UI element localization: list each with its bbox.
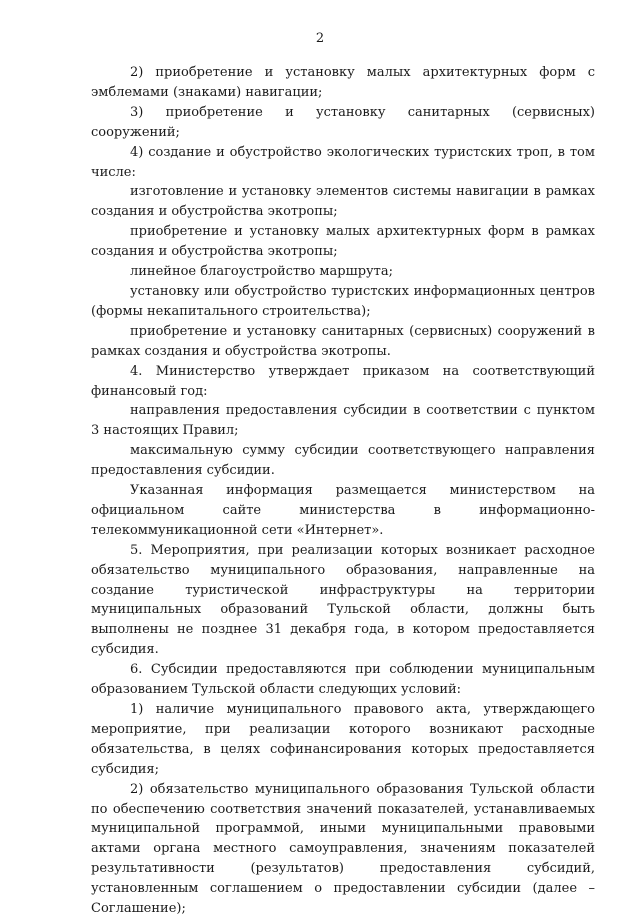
paragraph: приобретение и установку санитарных (сервисных) сооружений в рамках создания и обустройства экотропы. bbox=[91, 323, 595, 359]
paragraph: линейное благоустройство маршрута; bbox=[130, 264, 393, 280]
paragraph: Указанная информация размещается министерством на официальном сайте министерства в информационно-телекоммуникационной сети «Интернет». bbox=[91, 483, 595, 538]
paragraph: 4) создание и обустройство экологических туристских троп, в том числе: bbox=[91, 144, 595, 180]
paragraph: 2) обязательство муниципального образования Тульской области по обеспечению соответствия значений показателей, устанавливаемых муниципальной программой, иными муниципальными правовыми актами органа местного самоуправления, значениям показателей результативности (результатов) предоставления субсидий, установленным соглашением о предоставлении субсидии (далее – Соглашение); bbox=[91, 781, 595, 917]
paragraph: 6. Субсидии предоставляются при соблюдении муниципальным образованием Тульской области следующих условий: bbox=[91, 662, 595, 698]
paragraph: приобретение и установку малых архитектурных форм в рамках создания и обустройства экотропы; bbox=[91, 224, 595, 260]
paragraph: 5. Мероприятия, при реализации которых возникает расходное обязательство муниципального образования, направленные на создание туристической инфраструктуры на территории муниципальных образований Тульской области, должны быть выполнены не позднее 31 декабря года, в котором предоставляется субсидия. bbox=[91, 542, 595, 658]
paragraph: максимальную сумму субсидии соответствующего направления предоставления субсидии. bbox=[91, 443, 595, 479]
paragraph: установку или обустройство туристских информационных центров (формы некапитального строительства); bbox=[91, 283, 595, 319]
paragraph: изготовление и установку элементов системы навигации в рамках создания и обустройства экотропы; bbox=[91, 184, 595, 220]
paragraph: 4. Министерство утверждает приказом на соответствующий финансовый год: bbox=[91, 363, 595, 399]
paragraph: 1) наличие муниципального правового акта, утверждающего мероприятие, при реализации которого возникают расходные обязательства, в целях софинансирования которых предоставляется субсидия; bbox=[91, 702, 595, 777]
document-body bbox=[91, 63, 595, 919]
paragraph: 2) приобретение и установку малых архитектурных форм с эмблемами (знаками) навигации; bbox=[91, 65, 595, 100]
paragraph: 3) приобретение и установку санитарных (сервисных) сооружений; bbox=[91, 104, 595, 140]
paragraph: направления предоставления субсидии в соответствии с пунктом 3 настоящих Правил; bbox=[91, 403, 595, 439]
page-number: 2 bbox=[315, 31, 325, 46]
